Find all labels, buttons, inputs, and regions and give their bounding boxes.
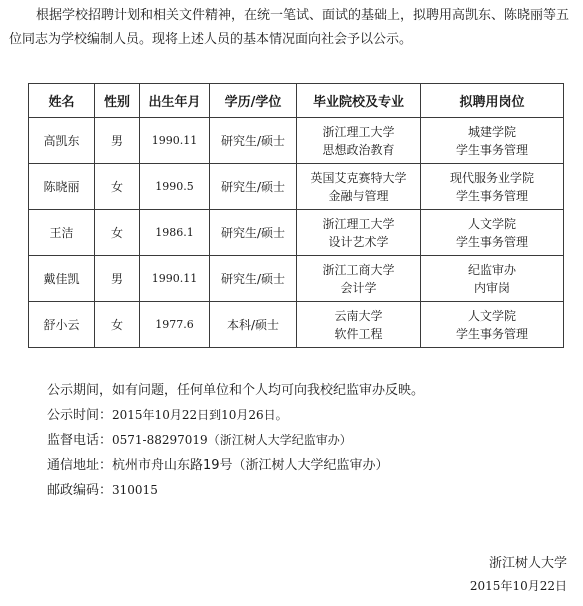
header-position: 拟聘用岗位	[421, 84, 564, 118]
signature-block	[470, 553, 567, 597]
major-name: 软件工程	[334, 326, 383, 341]
school-name: 浙江理工大学	[322, 216, 395, 231]
cell-position	[421, 164, 564, 210]
header-school: 毕业院校及专业	[297, 84, 421, 118]
position-unit: 现代服务业学院	[449, 170, 534, 185]
cell-gender: 男	[95, 256, 140, 302]
position-unit: 人文学院	[467, 308, 516, 323]
notice-block	[47, 378, 567, 503]
cell-gender: 女	[95, 302, 140, 348]
school-name: 英国艾克赛特大学	[310, 170, 407, 185]
table-row	[29, 164, 564, 210]
table-row	[29, 302, 564, 348]
mailing-address-label: 通信地址：	[47, 458, 113, 473]
cell-birth: 1990.5	[140, 164, 210, 210]
intro-paragraph: 根据学校招聘计划和相关文件精神，在统一笔试、面试的基础上，拟聘用高凯东、陈晓丽等五位同志为学校编制人员。现将上述人员的基本情况面向社会予以公示。	[9, 8, 570, 47]
cell-degree: 研究生/硕士	[210, 118, 297, 164]
major-name: 思想政治教育	[322, 142, 395, 157]
position-role: 学生事务管理	[455, 188, 528, 203]
cell-birth: 1986.1	[140, 210, 210, 256]
header-birth: 出生年月	[140, 84, 210, 118]
cell-degree: 研究生/硕士	[210, 210, 297, 256]
cell-school	[297, 210, 421, 256]
cell-position	[421, 118, 564, 164]
cell-position	[421, 302, 564, 348]
cell-degree: 研究生/硕士	[210, 256, 297, 302]
cell-position	[421, 256, 564, 302]
supervision-phone-value: 0571-88297019（浙江树人大学纪监审办）	[112, 433, 352, 447]
school-name: 浙江工商大学	[322, 262, 395, 277]
school-name: 云南大学	[334, 308, 383, 323]
cell-school	[297, 118, 421, 164]
major-name: 设计艺术学	[328, 234, 389, 249]
position-role: 学生事务管理	[455, 234, 528, 249]
position-role: 学生事务管理	[455, 142, 528, 157]
table-row	[29, 256, 564, 302]
mailing-address-value: 杭州市舟山东路19号（浙江树人大学纪监审办）	[112, 458, 389, 473]
publicity-period	[47, 403, 567, 428]
postal-code	[47, 478, 567, 503]
cell-position	[421, 210, 564, 256]
candidate-table	[28, 83, 564, 348]
cell-gender: 女	[95, 164, 140, 210]
cell-birth: 1977.6	[140, 302, 210, 348]
cell-name: 戴佳凯	[29, 256, 95, 302]
cell-name: 陈晓丽	[29, 164, 95, 210]
supervision-phone	[47, 428, 567, 453]
supervision-phone-label: 监督电话：	[47, 433, 113, 448]
school-name: 浙江理工大学	[322, 124, 395, 139]
position-role: 学生事务管理	[455, 326, 528, 341]
cell-school	[297, 302, 421, 348]
postal-code-label: 邮政编码：	[47, 483, 113, 498]
header-degree: 学历/学位	[210, 84, 297, 118]
notice-line: 公示期间，如有问题，任何单位和个人均可向我校纪监审办反映。	[47, 383, 425, 398]
position-unit: 纪监审办	[467, 262, 516, 277]
mailing-address	[47, 453, 567, 478]
cell-name: 王洁	[29, 210, 95, 256]
table-row	[29, 210, 564, 256]
cell-gender: 男	[95, 118, 140, 164]
major-name: 金融与管理	[328, 188, 389, 203]
header-name: 姓名	[29, 84, 95, 118]
cell-name: 高凯东	[29, 118, 95, 164]
issuing-organization: 浙江树人大学	[488, 556, 567, 571]
cell-school	[297, 256, 421, 302]
cell-degree: 本科/硕士	[210, 302, 297, 348]
position-role: 内审岗	[473, 280, 510, 295]
table-row	[29, 118, 564, 164]
publicity-period-value: 2015年10月22日到10月26日。	[112, 408, 288, 422]
cell-birth: 1990.11	[140, 118, 210, 164]
cell-gender: 女	[95, 210, 140, 256]
cell-name: 舒小云	[29, 302, 95, 348]
header-gender: 性别	[95, 84, 140, 118]
cell-degree: 研究生/硕士	[210, 164, 297, 210]
major-name: 会计学	[340, 280, 377, 295]
publicity-period-label: 公示时间：	[47, 408, 113, 423]
issue-date: 2015年10月22日	[469, 579, 567, 593]
table-header-row	[29, 84, 564, 118]
position-unit: 人文学院	[467, 216, 516, 231]
cell-birth: 1990.11	[140, 256, 210, 302]
postal-code-value: 310015	[112, 483, 158, 497]
position-unit: 城建学院	[467, 124, 516, 139]
cell-school	[297, 164, 421, 210]
